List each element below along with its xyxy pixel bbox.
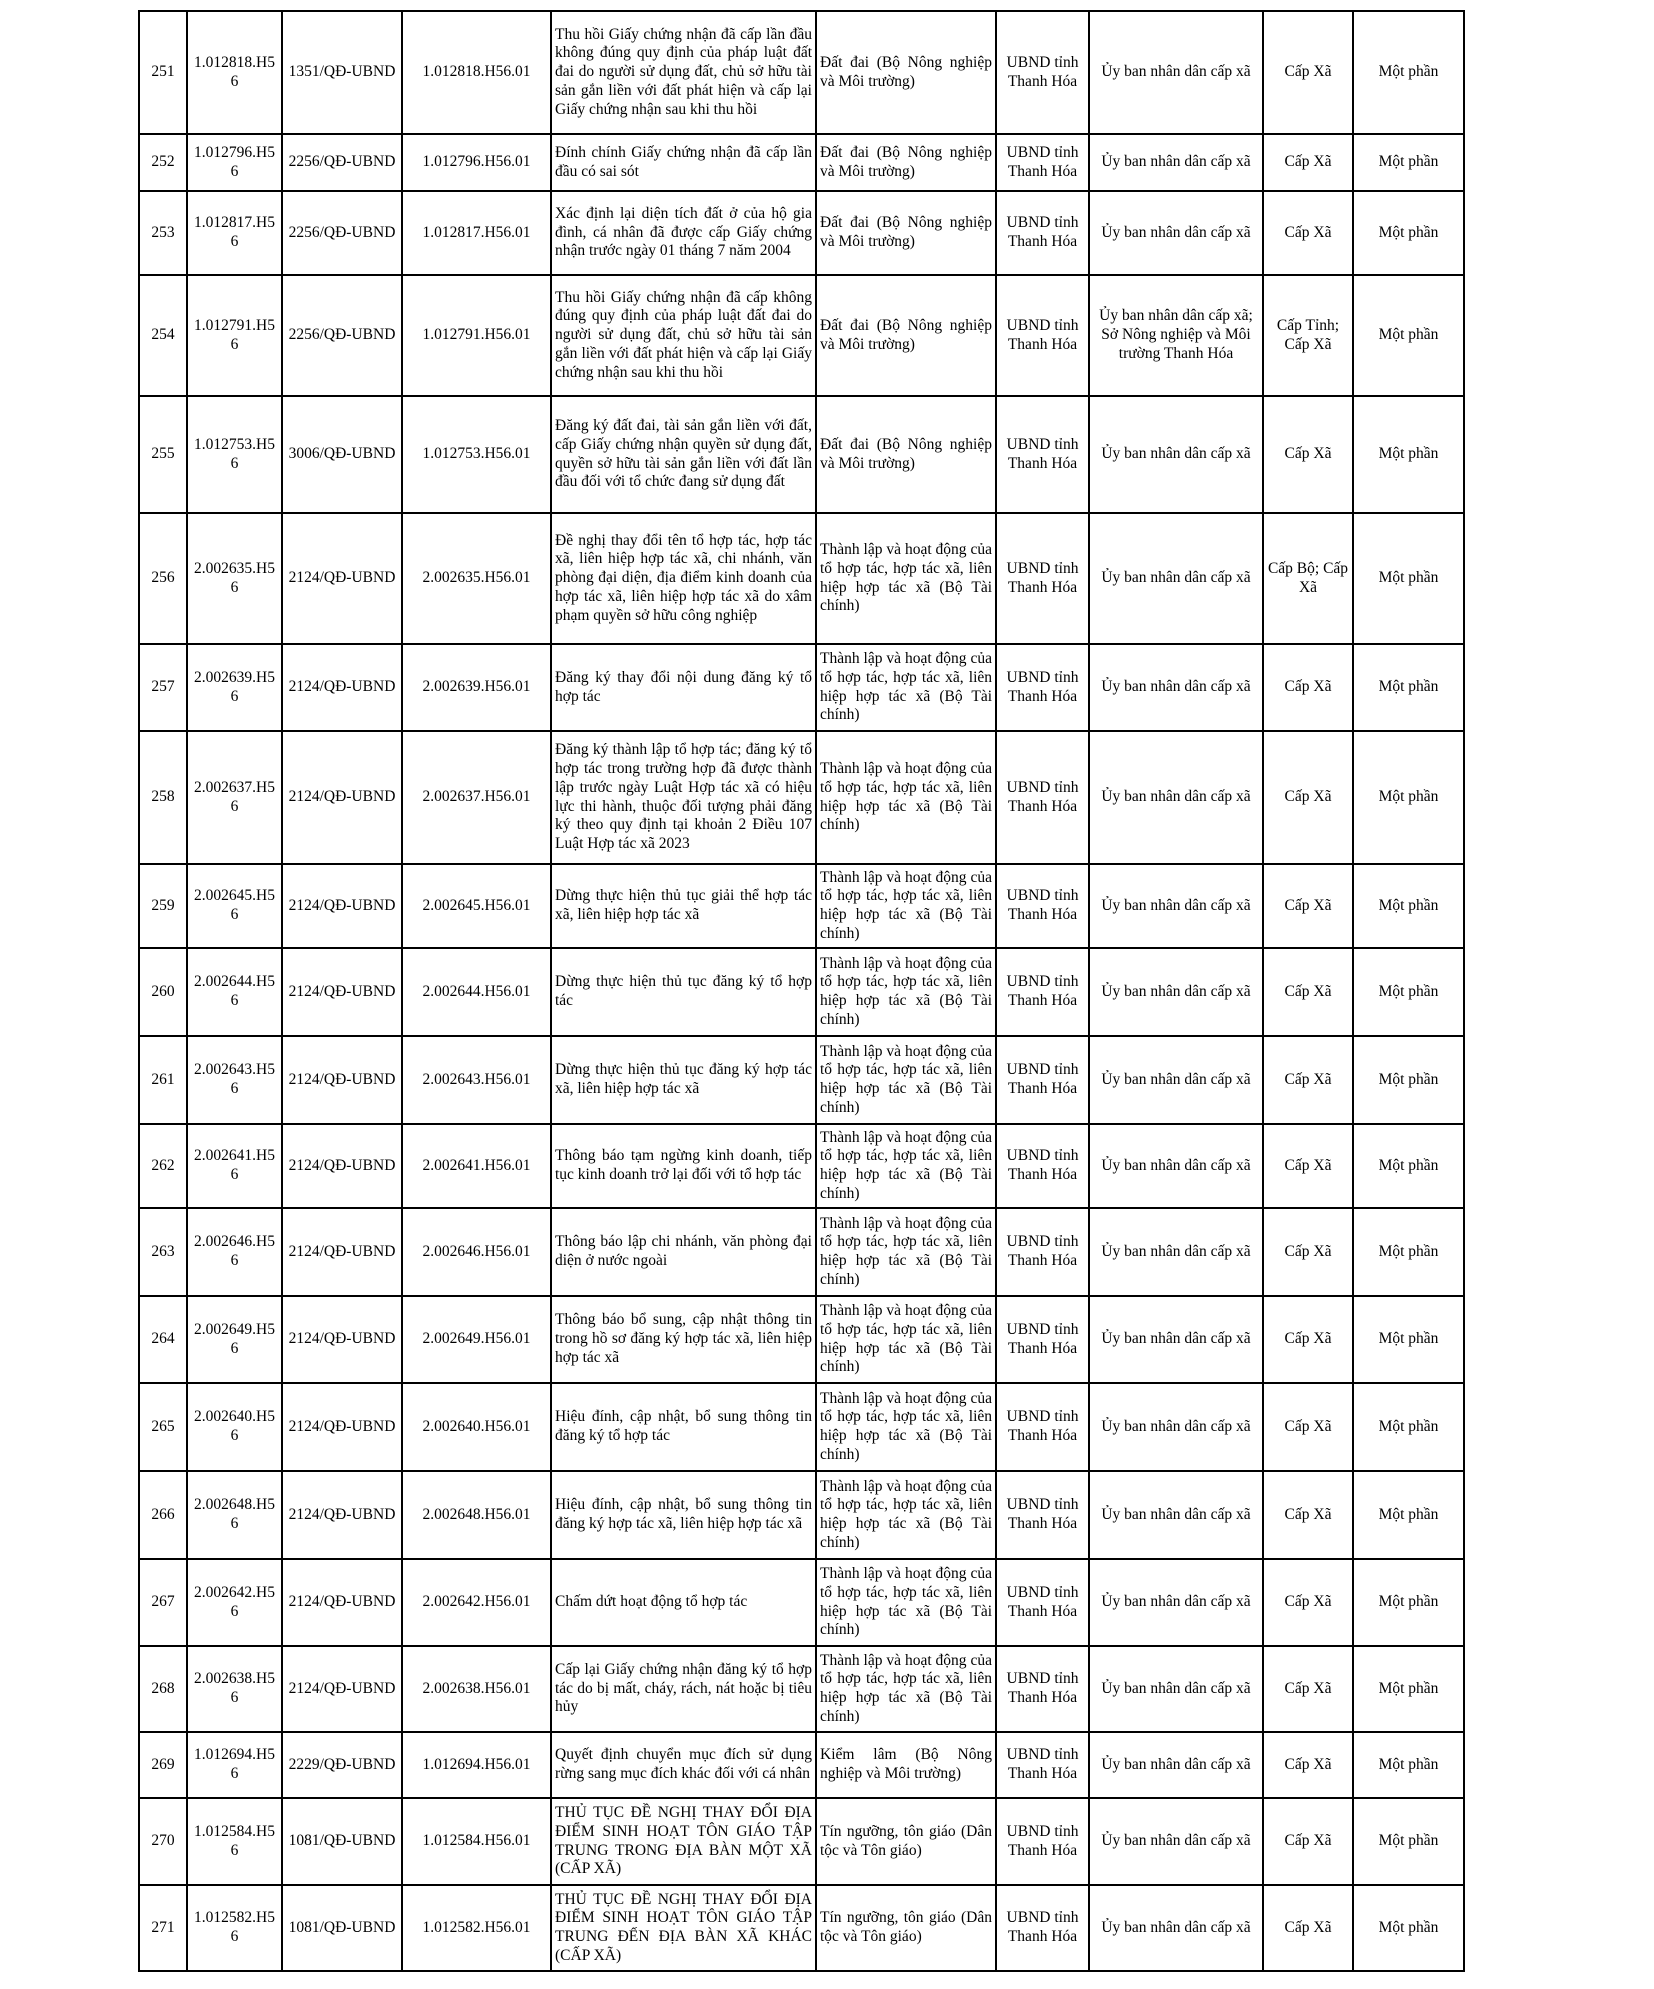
cell-procedure-code: 2.002637.H56.01 [402, 731, 551, 864]
cell-stt: 266 [139, 1471, 187, 1559]
cell-online-extent: Một phần [1353, 1559, 1464, 1646]
cell-decision-number: 2124/QĐ-UBND [282, 513, 402, 644]
cell-level: Cấp Xã [1263, 1124, 1353, 1208]
cell-online-extent: Một phần [1353, 1471, 1464, 1559]
cell-implementing-agency: Ủy ban nhân dân cấp xã [1089, 1471, 1263, 1559]
table-row [139, 948, 1464, 1036]
cell-procedure-name: Xác định lại diện tích đất ở của hộ gia đình, cá nhân đã được cấp Giấy chứng nhận trước ngày 01 tháng 7 năm 2004 [551, 191, 816, 275]
table-row [139, 731, 1464, 864]
cell-authority: UBND tỉnh Thanh Hóa [996, 134, 1089, 191]
cell-procedure-code: 2.002642.H56.01 [402, 1559, 551, 1646]
cell-implementing-agency: Ủy ban nhân dân cấp xã [1089, 1124, 1263, 1208]
cell-field: Đất đai (Bộ Nông nghiệp và Môi trường) [816, 134, 996, 191]
cell-implementing-agency: Ủy ban nhân dân cấp xã [1089, 948, 1263, 1036]
cell-procedure-code: 1.012817.H56.01 [402, 191, 551, 275]
cell-field: Thành lập và hoạt động của tổ hợp tác, hợp tác xã, liên hiệp hợp tác xã (Bộ Tài chính) [816, 731, 996, 864]
cell-procedure-name: Đăng ký thay đổi nội dung đăng ký tổ hợp tác [551, 644, 816, 731]
cell-stt: 256 [139, 513, 187, 644]
cell-implementing-agency: Ủy ban nhân dân cấp xã [1089, 1798, 1263, 1885]
cell-stt: 267 [139, 1559, 187, 1646]
cell-online-extent: Một phần [1353, 1732, 1464, 1798]
cell-field: Thành lập và hoạt động của tổ hợp tác, hợp tác xã, liên hiệp hợp tác xã (Bộ Tài chính) [816, 1124, 996, 1208]
cell-code: 1.012584.H56 [187, 1798, 282, 1885]
cell-procedure-code: 2.002648.H56.01 [402, 1471, 551, 1559]
cell-code: 2.002637.H56 [187, 731, 282, 864]
cell-procedure-name: Chấm dứt hoạt động tổ hợp tác [551, 1559, 816, 1646]
cell-level: Cấp Xã [1263, 134, 1353, 191]
cell-authority: UBND tỉnh Thanh Hóa [996, 1208, 1089, 1296]
cell-implementing-agency: Ủy ban nhân dân cấp xã [1089, 1036, 1263, 1124]
cell-online-extent: Một phần [1353, 864, 1464, 948]
cell-procedure-code: 1.012818.H56.01 [402, 11, 551, 134]
cell-field: Thành lập và hoạt động của tổ hợp tác, hợp tác xã, liên hiệp hợp tác xã (Bộ Tài chính) [816, 1036, 996, 1124]
cell-level: Cấp Xã [1263, 1208, 1353, 1296]
cell-stt: 251 [139, 11, 187, 134]
cell-procedure-code: 1.012753.H56.01 [402, 396, 551, 513]
table-row [139, 644, 1464, 731]
cell-code: 1.012818.H56 [187, 11, 282, 134]
cell-decision-number: 2256/QĐ-UBND [282, 134, 402, 191]
cell-stt: 262 [139, 1124, 187, 1208]
table-row [139, 275, 1464, 396]
cell-procedure-name: Dừng thực hiện thủ tục đăng ký tổ hợp tác [551, 948, 816, 1036]
cell-online-extent: Một phần [1353, 1646, 1464, 1732]
cell-decision-number: 2124/QĐ-UBND [282, 948, 402, 1036]
cell-code: 1.012796.H56 [187, 134, 282, 191]
cell-decision-number: 2256/QĐ-UBND [282, 275, 402, 396]
cell-procedure-code: 1.012694.H56.01 [402, 1732, 551, 1798]
cell-procedure-name: Dừng thực hiện thủ tục giải thể hợp tác xã, liên hiệp hợp tác xã [551, 864, 816, 948]
cell-stt: 270 [139, 1798, 187, 1885]
cell-code: 1.012791.H56 [187, 275, 282, 396]
cell-stt: 254 [139, 275, 187, 396]
cell-decision-number: 1081/QĐ-UBND [282, 1798, 402, 1885]
table-row [139, 1646, 1464, 1732]
table-row [139, 134, 1464, 191]
cell-level: Cấp Xã [1263, 864, 1353, 948]
cell-procedure-code: 2.002641.H56.01 [402, 1124, 551, 1208]
cell-level: Cấp Xã [1263, 1383, 1353, 1471]
cell-stt: 268 [139, 1646, 187, 1732]
cell-decision-number: 2124/QĐ-UBND [282, 1124, 402, 1208]
cell-authority: UBND tỉnh Thanh Hóa [996, 948, 1089, 1036]
cell-authority: UBND tỉnh Thanh Hóa [996, 1383, 1089, 1471]
cell-implementing-agency: Ủy ban nhân dân cấp xã [1089, 1559, 1263, 1646]
cell-field: Đất đai (Bộ Nông nghiệp và Môi trường) [816, 396, 996, 513]
cell-online-extent: Một phần [1353, 191, 1464, 275]
table-row [139, 1036, 1464, 1124]
cell-stt: 265 [139, 1383, 187, 1471]
cell-stt: 260 [139, 948, 187, 1036]
cell-online-extent: Một phần [1353, 513, 1464, 644]
cell-online-extent: Một phần [1353, 644, 1464, 731]
cell-stt: 258 [139, 731, 187, 864]
cell-implementing-agency: Ủy ban nhân dân cấp xã [1089, 396, 1263, 513]
cell-level: Cấp Xã [1263, 191, 1353, 275]
cell-decision-number: 2124/QĐ-UBND [282, 731, 402, 864]
cell-stt: 252 [139, 134, 187, 191]
cell-authority: UBND tỉnh Thanh Hóa [996, 1646, 1089, 1732]
cell-level: Cấp Xã [1263, 1885, 1353, 1971]
table-body [139, 11, 1464, 1971]
cell-field: Thành lập và hoạt động của tổ hợp tác, hợp tác xã, liên hiệp hợp tác xã (Bộ Tài chính) [816, 644, 996, 731]
cell-online-extent: Một phần [1353, 948, 1464, 1036]
cell-procedure-code: 2.002645.H56.01 [402, 864, 551, 948]
cell-level: Cấp Xã [1263, 1798, 1353, 1885]
table-row [139, 1296, 1464, 1383]
cell-authority: UBND tỉnh Thanh Hóa [996, 864, 1089, 948]
cell-level: Cấp Xã [1263, 1296, 1353, 1383]
cell-level: Cấp Bộ; Cấp Xã [1263, 513, 1353, 644]
cell-online-extent: Một phần [1353, 134, 1464, 191]
cell-implementing-agency: Ủy ban nhân dân cấp xã [1089, 644, 1263, 731]
cell-level: Cấp Xã [1263, 1646, 1353, 1732]
cell-code: 2.002640.H56 [187, 1383, 282, 1471]
cell-authority: UBND tỉnh Thanh Hóa [996, 1559, 1089, 1646]
cell-online-extent: Một phần [1353, 275, 1464, 396]
cell-field: Thành lập và hoạt động của tổ hợp tác, hợp tác xã, liên hiệp hợp tác xã (Bộ Tài chính) [816, 513, 996, 644]
cell-online-extent: Một phần [1353, 1296, 1464, 1383]
cell-online-extent: Một phần [1353, 731, 1464, 864]
cell-field: Tín ngưỡng, tôn giáo (Dân tộc và Tôn giáo) [816, 1885, 996, 1971]
cell-decision-number: 2256/QĐ-UBND [282, 191, 402, 275]
cell-authority: UBND tỉnh Thanh Hóa [996, 644, 1089, 731]
cell-field: Thành lập và hoạt động của tổ hợp tác, hợp tác xã, liên hiệp hợp tác xã (Bộ Tài chính) [816, 948, 996, 1036]
cell-level: Cấp Xã [1263, 948, 1353, 1036]
cell-online-extent: Một phần [1353, 396, 1464, 513]
cell-procedure-name: Thông báo bổ sung, cập nhật thông tin trong hồ sơ đăng ký hợp tác xã, liên hiệp hợp tác xã [551, 1296, 816, 1383]
cell-decision-number: 2124/QĐ-UBND [282, 1296, 402, 1383]
cell-code: 2.002641.H56 [187, 1124, 282, 1208]
cell-field: Đất đai (Bộ Nông nghiệp và Môi trường) [816, 191, 996, 275]
cell-procedure-name: Thông báo lập chi nhánh, văn phòng đại diện ở nước ngoài [551, 1208, 816, 1296]
table-row [139, 1559, 1464, 1646]
cell-level: Cấp Tỉnh; Cấp Xã [1263, 275, 1353, 396]
cell-implementing-agency: Ủy ban nhân dân cấp xã [1089, 134, 1263, 191]
cell-implementing-agency: Ủy ban nhân dân cấp xã [1089, 513, 1263, 644]
table-row [139, 864, 1464, 948]
cell-field: Thành lập và hoạt động của tổ hợp tác, hợp tác xã, liên hiệp hợp tác xã (Bộ Tài chính) [816, 864, 996, 948]
cell-implementing-agency: Ủy ban nhân dân cấp xã [1089, 1208, 1263, 1296]
cell-procedure-code: 2.002643.H56.01 [402, 1036, 551, 1124]
cell-level: Cấp Xã [1263, 1471, 1353, 1559]
cell-field: Thành lập và hoạt động của tổ hợp tác, hợp tác xã, liên hiệp hợp tác xã (Bộ Tài chính) [816, 1471, 996, 1559]
cell-procedure-code: 1.012584.H56.01 [402, 1798, 551, 1885]
cell-stt: 269 [139, 1732, 187, 1798]
table-row [139, 11, 1464, 134]
cell-implementing-agency: Ủy ban nhân dân cấp xã [1089, 1383, 1263, 1471]
cell-authority: UBND tỉnh Thanh Hóa [996, 1732, 1089, 1798]
cell-decision-number: 2124/QĐ-UBND [282, 1208, 402, 1296]
cell-field: Đất đai (Bộ Nông nghiệp và Môi trường) [816, 11, 996, 134]
cell-online-extent: Một phần [1353, 1208, 1464, 1296]
cell-authority: UBND tỉnh Thanh Hóa [996, 191, 1089, 275]
cell-implementing-agency: Ủy ban nhân dân cấp xã [1089, 731, 1263, 864]
cell-field: Thành lập và hoạt động của tổ hợp tác, hợp tác xã, liên hiệp hợp tác xã (Bộ Tài chính) [816, 1383, 996, 1471]
cell-code: 1.012753.H56 [187, 396, 282, 513]
cell-code: 2.002649.H56 [187, 1296, 282, 1383]
table-row [139, 1383, 1464, 1471]
cell-code: 2.002643.H56 [187, 1036, 282, 1124]
cell-authority: UBND tỉnh Thanh Hóa [996, 1036, 1089, 1124]
cell-field: Đất đai (Bộ Nông nghiệp và Môi trường) [816, 275, 996, 396]
table-row [139, 1798, 1464, 1885]
cell-procedure-name: Dừng thực hiện thủ tục đăng ký hợp tác xã, liên hiệp hợp tác xã [551, 1036, 816, 1124]
cell-procedure-code: 1.012796.H56.01 [402, 134, 551, 191]
cell-level: Cấp Xã [1263, 644, 1353, 731]
cell-stt: 253 [139, 191, 187, 275]
cell-code: 2.002645.H56 [187, 864, 282, 948]
cell-procedure-name: Đề nghị thay đổi tên tổ hợp tác, hợp tác xã, liên hiệp hợp tác xã, chi nhánh, văn phòng đại diện, địa điểm kinh doanh của hợp tác xã, liên hiệp hợp tác xã do xâm phạm quyền sở hữu công nghiệp [551, 513, 816, 644]
cell-level: Cấp Xã [1263, 731, 1353, 864]
cell-online-extent: Một phần [1353, 1798, 1464, 1885]
cell-authority: UBND tỉnh Thanh Hóa [996, 731, 1089, 864]
cell-decision-number: 3006/QĐ-UBND [282, 396, 402, 513]
cell-code: 2.002648.H56 [187, 1471, 282, 1559]
cell-procedure-code: 2.002644.H56.01 [402, 948, 551, 1036]
cell-procedure-name: Đính chính Giấy chứng nhận đã cấp lần đầu có sai sót [551, 134, 816, 191]
cell-stt: 259 [139, 864, 187, 948]
cell-code: 1.012694.H56 [187, 1732, 282, 1798]
cell-procedure-code: 1.012582.H56.01 [402, 1885, 551, 1971]
table-row [139, 1208, 1464, 1296]
cell-code: 2.002642.H56 [187, 1559, 282, 1646]
cell-online-extent: Một phần [1353, 1124, 1464, 1208]
cell-procedure-name: Hiệu đính, cập nhật, bổ sung thông tin đăng ký hợp tác xã, liên hiệp hợp tác xã [551, 1471, 816, 1559]
table-row [139, 1885, 1464, 1971]
cell-field: Thành lập và hoạt động của tổ hợp tác, hợp tác xã, liên hiệp hợp tác xã (Bộ Tài chính) [816, 1296, 996, 1383]
cell-authority: UBND tỉnh Thanh Hóa [996, 1124, 1089, 1208]
cell-field: Thành lập và hoạt động của tổ hợp tác, hợp tác xã, liên hiệp hợp tác xã (Bộ Tài chính) [816, 1646, 996, 1732]
cell-implementing-agency: Ủy ban nhân dân cấp xã; Sở Nông nghiệp và Môi trường Thanh Hóa [1089, 275, 1263, 396]
cell-stt: 257 [139, 644, 187, 731]
cell-field: Tín ngưỡng, tôn giáo (Dân tộc và Tôn giáo) [816, 1798, 996, 1885]
cell-online-extent: Một phần [1353, 1036, 1464, 1124]
cell-procedure-name: THỦ TỤC ĐỀ NGHỊ THAY ĐỔI ĐỊA ĐIỂM SINH HOẠT TÔN GIÁO TẬP TRUNG TRONG ĐỊA BÀN MỘT XÃ (CẤP XÃ) [551, 1798, 816, 1885]
cell-level: Cấp Xã [1263, 11, 1353, 134]
cell-level: Cấp Xã [1263, 1732, 1353, 1798]
cell-procedure-name: THỦ TỤC ĐỀ NGHỊ THAY ĐỔI ĐỊA ĐIỂM SINH HOẠT TÔN GIÁO TẬP TRUNG ĐẾN ĐỊA BÀN XÃ KHÁC (CẤP XÃ) [551, 1885, 816, 1971]
cell-authority: UBND tỉnh Thanh Hóa [996, 275, 1089, 396]
cell-decision-number: 1081/QĐ-UBND [282, 1885, 402, 1971]
cell-field: Kiểm lâm (Bộ Nông nghiệp và Môi trường) [816, 1732, 996, 1798]
cell-procedure-code: 2.002635.H56.01 [402, 513, 551, 644]
cell-implementing-agency: Ủy ban nhân dân cấp xã [1089, 11, 1263, 134]
procedures-table [138, 10, 1465, 1972]
cell-code: 2.002635.H56 [187, 513, 282, 644]
cell-authority: UBND tỉnh Thanh Hóa [996, 396, 1089, 513]
cell-code: 2.002646.H56 [187, 1208, 282, 1296]
cell-level: Cấp Xã [1263, 396, 1353, 513]
cell-procedure-code: 2.002640.H56.01 [402, 1383, 551, 1471]
cell-decision-number: 2124/QĐ-UBND [282, 1646, 402, 1732]
cell-implementing-agency: Ủy ban nhân dân cấp xã [1089, 1732, 1263, 1798]
table-row [139, 513, 1464, 644]
cell-level: Cấp Xã [1263, 1559, 1353, 1646]
cell-stt: 261 [139, 1036, 187, 1124]
cell-code: 2.002644.H56 [187, 948, 282, 1036]
cell-code: 2.002639.H56 [187, 644, 282, 731]
cell-implementing-agency: Ủy ban nhân dân cấp xã [1089, 864, 1263, 948]
cell-stt: 255 [139, 396, 187, 513]
table-row [139, 396, 1464, 513]
cell-procedure-name: Đăng ký đất đai, tài sản gắn liền với đất, cấp Giấy chứng nhận quyền sử dụng đất, quyền sở hữu tài sản gắn liền với đất lần đầu đối với tổ chức đang sử dụng đất [551, 396, 816, 513]
cell-decision-number: 2124/QĐ-UBND [282, 1471, 402, 1559]
cell-procedure-name: Hiệu đính, cập nhật, bổ sung thông tin đăng ký tổ hợp tác [551, 1383, 816, 1471]
cell-authority: UBND tỉnh Thanh Hóa [996, 1471, 1089, 1559]
cell-decision-number: 2124/QĐ-UBND [282, 1383, 402, 1471]
cell-decision-number: 2124/QĐ-UBND [282, 644, 402, 731]
cell-procedure-name: Thu hồi Giấy chứng nhận đã cấp không đúng quy định của pháp luật đất đai do người sử dụng đất, chủ sở hữu tài sản gắn liền với đất phát hiện và cấp lại Giấy chứng nhận sau khi thu hồi [551, 275, 816, 396]
cell-procedure-code: 1.012791.H56.01 [402, 275, 551, 396]
cell-level: Cấp Xã [1263, 1036, 1353, 1124]
cell-authority: UBND tỉnh Thanh Hóa [996, 11, 1089, 134]
cell-authority: UBND tỉnh Thanh Hóa [996, 1296, 1089, 1383]
cell-field: Thành lập và hoạt động của tổ hợp tác, hợp tác xã, liên hiệp hợp tác xã (Bộ Tài chính) [816, 1559, 996, 1646]
table-row [139, 1124, 1464, 1208]
table-row [139, 191, 1464, 275]
cell-field: Thành lập và hoạt động của tổ hợp tác, hợp tác xã, liên hiệp hợp tác xã (Bộ Tài chính) [816, 1208, 996, 1296]
cell-implementing-agency: Ủy ban nhân dân cấp xã [1089, 1646, 1263, 1732]
cell-code: 1.012582.H56 [187, 1885, 282, 1971]
table-row [139, 1471, 1464, 1559]
cell-procedure-code: 2.002646.H56.01 [402, 1208, 551, 1296]
cell-decision-number: 1351/QĐ-UBND [282, 11, 402, 134]
cell-procedure-name: Thông báo tạm ngừng kinh doanh, tiếp tục kinh doanh trở lại đối với tổ hợp tác [551, 1124, 816, 1208]
cell-decision-number: 2124/QĐ-UBND [282, 1559, 402, 1646]
cell-stt: 264 [139, 1296, 187, 1383]
cell-decision-number: 2124/QĐ-UBND [282, 864, 402, 948]
cell-implementing-agency: Ủy ban nhân dân cấp xã [1089, 191, 1263, 275]
cell-authority: UBND tỉnh Thanh Hóa [996, 1798, 1089, 1885]
cell-code: 1.012817.H56 [187, 191, 282, 275]
cell-procedure-name: Quyết định chuyển mục đích sử dụng rừng sang mục đích khác đối với cá nhân [551, 1732, 816, 1798]
cell-procedure-code: 2.002649.H56.01 [402, 1296, 551, 1383]
cell-code: 2.002638.H56 [187, 1646, 282, 1732]
cell-decision-number: 2229/QĐ-UBND [282, 1732, 402, 1798]
cell-procedure-code: 2.002639.H56.01 [402, 644, 551, 731]
cell-stt: 271 [139, 1885, 187, 1971]
cell-stt: 263 [139, 1208, 187, 1296]
cell-procedure-code: 2.002638.H56.01 [402, 1646, 551, 1732]
cell-online-extent: Một phần [1353, 1383, 1464, 1471]
cell-authority: UBND tỉnh Thanh Hóa [996, 513, 1089, 644]
cell-procedure-name: Thu hồi Giấy chứng nhận đã cấp lần đầu không đúng quy định của pháp luật đất đai do người sử dụng đất, chủ sở hữu tài sản gắn liền với đất phát hiện và cấp lại Giấy chứng nhận sau khi thu hồi [551, 11, 816, 134]
table-row [139, 1732, 1464, 1798]
cell-procedure-name: Cấp lại Giấy chứng nhận đăng ký tổ hợp tác do bị mất, cháy, rách, nát hoặc bị tiêu hủy [551, 1646, 816, 1732]
cell-implementing-agency: Ủy ban nhân dân cấp xã [1089, 1296, 1263, 1383]
cell-online-extent: Một phần [1353, 11, 1464, 134]
cell-online-extent: Một phần [1353, 1885, 1464, 1971]
cell-procedure-name: Đăng ký thành lập tổ hợp tác; đăng ký tổ hợp tác trong trường hợp đã được thành lập trước ngày Luật Hợp tác xã có hiệu lực thi hành, thuộc đối tượng phải đăng ký theo quy định tại khoản 2 Điều 107 Luật Hợp tác xã 2023 [551, 731, 816, 864]
cell-authority: UBND tỉnh Thanh Hóa [996, 1885, 1089, 1971]
cell-decision-number: 2124/QĐ-UBND [282, 1036, 402, 1124]
cell-implementing-agency: Ủy ban nhân dân cấp xã [1089, 1885, 1263, 1971]
